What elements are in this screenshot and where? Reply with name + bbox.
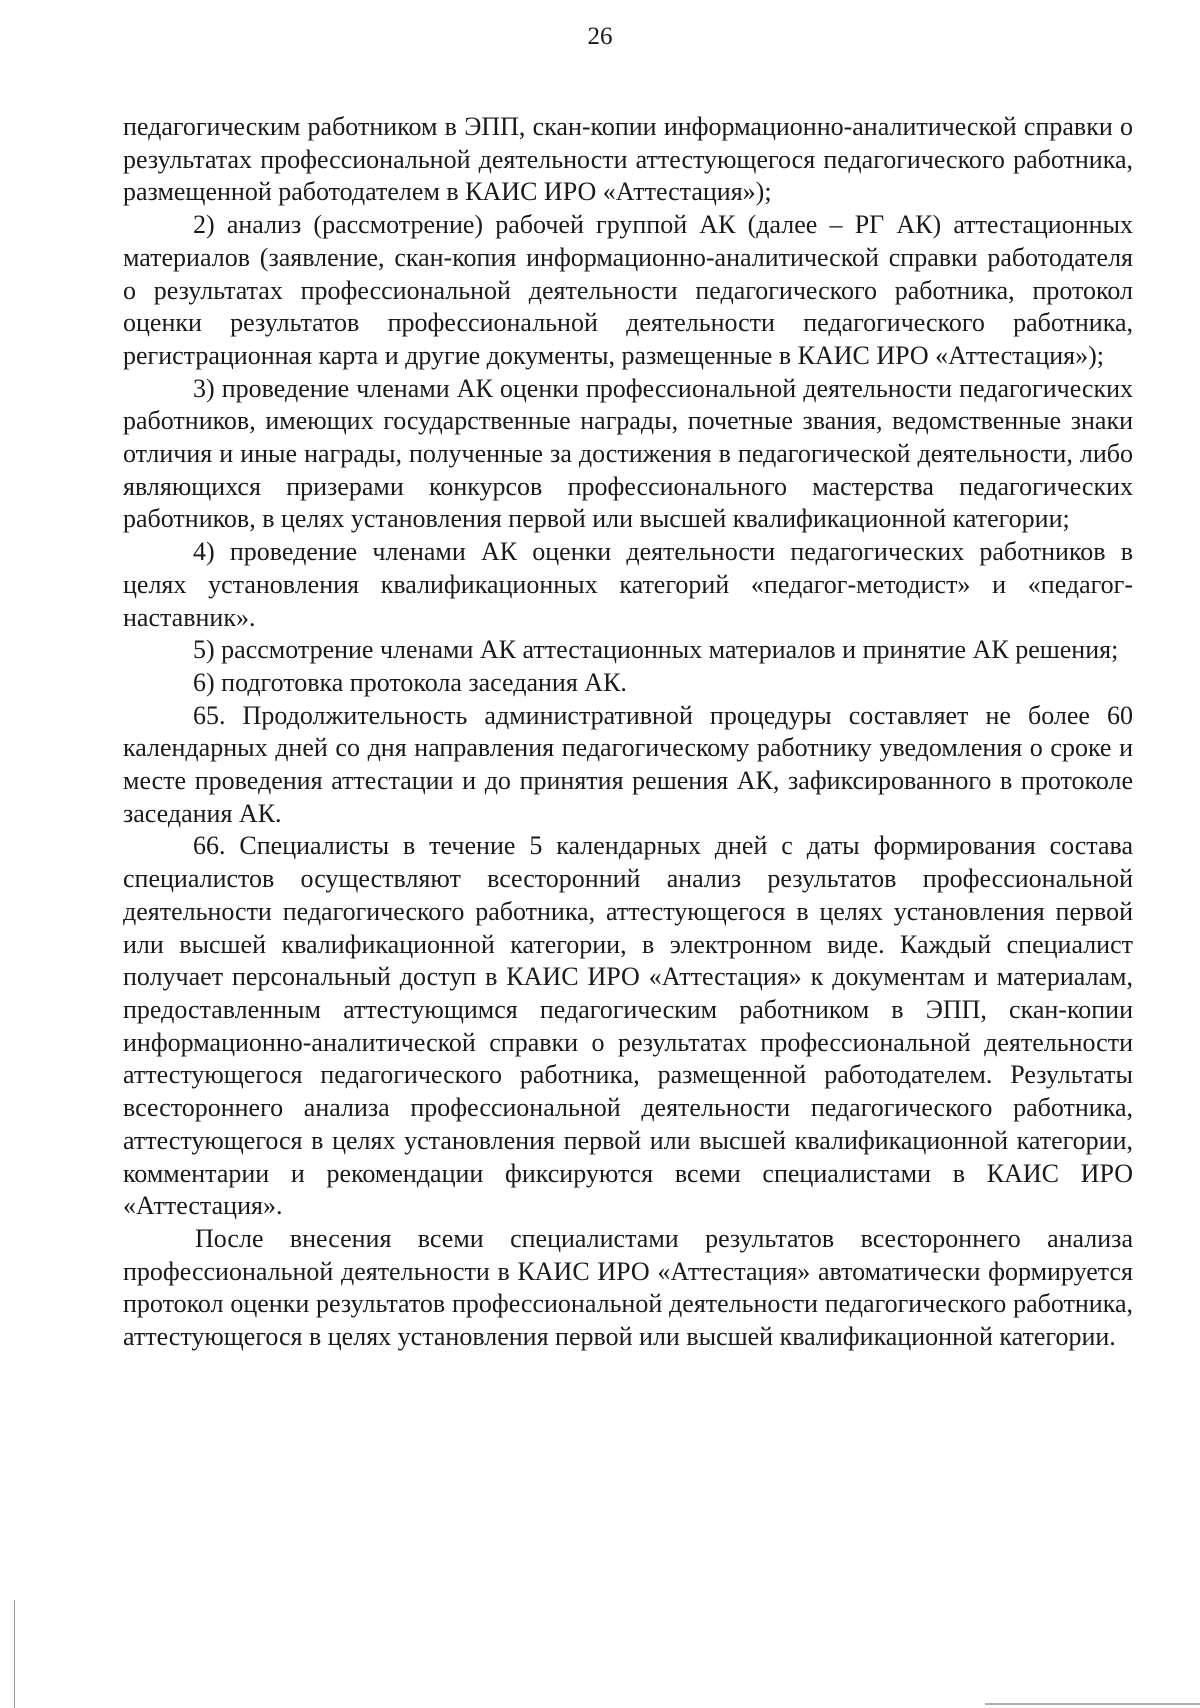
paragraph-clause-66: 66. Специалисты в течение 5 календарных дней с даты формирования состава специалистов осуществляют всесторонний анализ результатов профессиональной деятельности педагогического работника, аттестующегося в целях установления первой или высшей квалификационной категории, в электронном виде. Каждый специалист получает персональный доступ в КАИС ИРО «Аттестация» к документам и материалам, предоставленным аттестующимся педагогическим работником в ЭПП, скан-копии информационно-аналитической справки о результатах профессиональной деятельности аттестующегося педагогического работника, размещенной работодателем. Результаты всестороннего анализа профессиональной деятельности педагогического работника, аттестующегося в целях установления первой или высшей квалификационной категории, комментарии и рекомендации фиксируются всеми специалистами в КАИС ИРО «Аттестация». bbox=[123, 831, 1133, 1221]
paragraph-item-2: 2) анализ (рассмотрение) рабочей группой АК (далее – РГ АК) аттестационных материалов (заявление, скан-копия информационно-аналитической справки работодателя о результатах профессиональной деятельности педагогического работника, протокол оценки результатов профессиональной деятельности педагогического работника, регистрационная карта и другие документы, размещенные в КАИС ИРО «Аттестация»); bbox=[123, 210, 1133, 370]
page-number: 26 bbox=[587, 23, 613, 50]
paragraph-item-4: 4) проведение членами АК оценки деятельности педагогических работников в целях установления квалификационных категорий «педагог-методист» и «педагог-наставник». bbox=[123, 537, 1133, 632]
paragraph-item-5: 5) рассмотрение членами АК аттестационных материалов и принятие АК решения; bbox=[193, 635, 1119, 665]
paragraph-item-6: 6) подготовка протокола заседания АК. bbox=[193, 667, 627, 697]
scan-margin-line bbox=[14, 1600, 15, 1708]
document-body bbox=[123, 111, 1133, 1354]
footer-rule bbox=[985, 1703, 1200, 1705]
paragraph-item-3: 3) проведение членами АК оценки профессиональной деятельности педагогических работников, имеющих государственные награды, почетные звания, ведомственные знаки отличия и иные награды, полученные за достижения в педагогической деятельности, либо являющихся призерами конкурсов профессионального мастерства педагогических работников, в целях установления первой или высшей квалификационной категории; bbox=[123, 373, 1133, 534]
paragraph-clause-65: 65. Продолжительность административной процедуры составляет не более 60 календарных дней со дня направления педагогическому работнику уведомления о сроке и месте проведения аттестации и до принятия решения АК, зафиксированного в протоколе заседания АК. bbox=[123, 700, 1133, 828]
paragraph-continuation: педагогическим работником в ЭПП, скан-копии информационно-аналитической справки о результатах профессиональной деятельности аттестующегося педагогического работника, размещенной работодателем в КАИС ИРО «Аттестация»); bbox=[123, 112, 1133, 207]
paragraph-protocol-formation: После внесения всеми специалистами результатов всестороннего анализа профессиональной деятельности в КАИС ИРО «Аттестация» автоматически формируется протокол оценки результатов профессиональной деятельности педагогического работника, аттестующегося в целях установления первой или высшей квалификационной категории. bbox=[123, 1223, 1133, 1352]
